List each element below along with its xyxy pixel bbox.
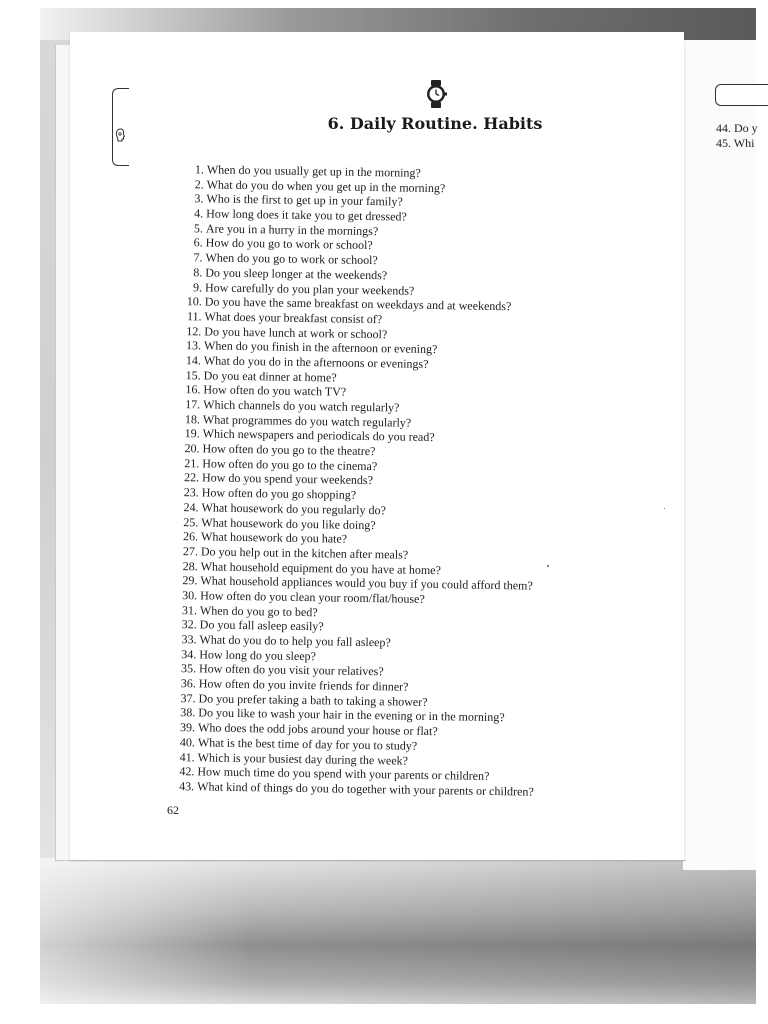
question-number: 4. [194,206,204,221]
question-text: How long does it take you to get dressed? [206,206,407,224]
question-list [168,162,618,800]
question-number: 8. [193,265,203,280]
page-number: 62 [167,803,179,817]
question-text: What is the best time of day for you to study? [197,735,418,753]
question-number: 2. [194,176,204,192]
question-text: What housework do you hate? [201,529,348,546]
question-number: 5. [193,221,204,236]
question-text: What do you do when you get up in the morning? [206,177,446,195]
chapter-side-tab [112,88,129,166]
question-text: How much time do you spend with your parents or children? [197,764,490,784]
question-number: 13. [186,338,202,353]
question-number: 22. [183,470,200,485]
question-text: Do you have the same breakfast on weekdays and at weekends? [204,294,512,314]
question-number: 31. [181,602,198,617]
question-number: 37. [180,690,196,706]
question-text: How often do you go to the theatre? [202,441,376,459]
scan-shadow-bottom [40,858,756,1004]
question-text: Do you sleep longer at the weekends? [205,265,388,283]
question-text: What do you do in the afternoons or evenings? [203,353,429,371]
question-text: Do you like to wash your hair in the evening or in the morning? [198,705,505,725]
head-profile-icon [115,128,125,142]
question-text: Which newspapers and periodicals do you read? [202,426,435,445]
question-number: 16. [185,382,201,397]
question-number: 42. [179,764,195,779]
question-text: Who does the odd jobs around your house or flat? [198,720,438,739]
question-text: How carefully do you plan your weekends? [204,279,415,298]
question-number: 9. [192,279,203,294]
question-number: 26. [183,529,199,544]
question-text: What programmes do you watch regularly? [202,412,412,430]
question-text: Do you prefer taking a bath to taking a shower? [198,691,428,709]
question-text: How long do you sleep? [199,647,317,663]
question-number: 34. [181,646,197,662]
question-text: When do you go to bed? [199,603,318,619]
question-text: Do you help out in the kitchen after meals? [200,544,409,562]
question-text: What housework do you like doing? [201,514,376,532]
question-text: How often do you invite friends for dinner? [198,676,409,694]
question-number: 20. [184,441,200,456]
question-text: When do you go to work or school? [205,250,378,268]
question-number: 17. [185,397,201,412]
question-number: 40. [179,734,195,750]
question-number: 33. [181,632,197,647]
question-text: How often do you go to the cinema? [202,456,378,473]
question-number: 15. [185,367,201,383]
question-text: Which is your busiest day during the week? [197,749,409,768]
question-number: 29. [182,573,198,588]
question-text: Do you have lunch at work or school? [204,323,388,341]
next-page-side-tab [715,84,768,106]
question-text: What housework do you regularly do? [201,500,386,518]
wristwatch-icon [424,80,448,108]
question-text: How often do you clean your room/flat/house? [200,588,425,606]
question-number: 28. [182,558,198,573]
question-number: 38. [180,705,196,720]
question-number: 32. [181,617,197,632]
question-number: 18. [184,411,201,427]
scan-speck [664,508,665,509]
section-title: 6. Daily Routine. Habits [327,114,543,133]
question-number: 24. [183,499,199,515]
question-number: 27. [182,544,198,559]
question-text: How do you go to work or school? [205,235,373,253]
question-number: 11. [186,309,202,324]
next-page-item: 44. Do y [716,121,758,135]
question-number: 43. [179,778,195,794]
question-text: What household appliances would you buy if you could afford them? [200,573,533,593]
question-text: When do you finish in the afternoon or evening? [204,338,438,357]
question-text: Which channels do you watch regularly? [203,397,400,415]
question-text: Who is the first to get up in your family? [206,191,403,209]
question-number: 25. [183,514,199,529]
question-text: How often do you visit your relatives? [198,661,384,679]
question-text: Are you in a hurry in the mornings? [205,221,379,238]
question-text: What does your breakfast consist of? [204,309,383,327]
question-number: 12. [186,323,202,338]
next-page-strip [683,40,756,870]
question-number: 19. [184,426,200,441]
question-number: 23. [183,485,199,500]
question-number: 1. [194,162,204,177]
next-page-item: 45. Whi [716,136,755,150]
question-number: 30. [182,588,198,603]
question-number: 39. [180,720,196,735]
question-text: Do you eat dinner at home? [203,368,337,385]
question-number: 35. [180,661,197,676]
question-text: How do you spend your weekends? [201,470,374,488]
question-text: What kind of things do you do together with your parents or children? [197,779,534,799]
next-page-question-list [716,121,758,151]
question-number: 41. [179,749,195,764]
question-text: Do you fall asleep easily? [199,617,324,634]
question-text: How often do you go shopping? [201,485,357,502]
question-number: 10. [186,294,202,309]
question-number: 6. [193,235,203,250]
question-text: How often do you watch TV? [203,382,347,399]
question-text: What household equipment do you have at home? [200,558,442,577]
question-number: 21. [184,455,200,471]
question-number: 14. [185,353,201,368]
question-text: What do you do to help you fall asleep? [199,632,391,650]
question-number: 36. [180,676,196,691]
question-text: When do you usually get up in the morning? [206,162,421,180]
scan-speck [547,565,549,567]
question-number: 3. [194,191,204,206]
question-number: 7. [193,250,203,265]
